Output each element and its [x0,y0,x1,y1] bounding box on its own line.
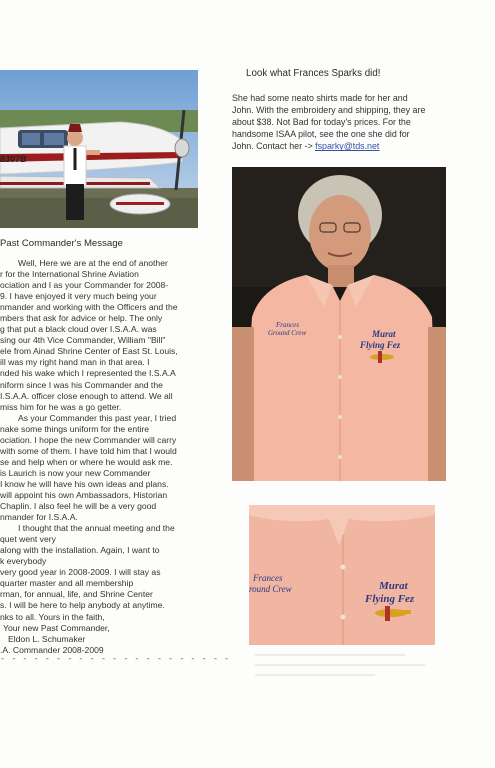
message-line: sing our 4th Vice Commander, William "Bill" [0,335,166,346]
paragraph-line: handsome ISAA pilot, see the one she did for [232,129,410,140]
message-title: Past Commander's Message [0,238,123,249]
woman-shirt-photo [232,167,446,481]
message-line: .A. Commander 2008-2009 [0,644,104,655]
message-line: s. I will be here to help anybody at anytime. [0,600,165,611]
embroidery-ground-crew: Ground Crew [268,329,307,337]
message-line: ociation. I hope the new Commander will carry [0,434,177,445]
message-line: very good year in 2008-2009. I will stay as [0,567,161,578]
embroidery-closeup-illustration [249,505,435,645]
message-line: ele from Ainad Shrine Center of East St. Louis, [0,346,178,357]
closeup-embroidery-ground-crew: round Crew [249,584,292,594]
message-line: g that put a black cloud over I.S.A.A. was [0,324,157,335]
message-line: k everybody [0,556,47,567]
paragraph-line-contact [232,140,490,152]
message-body [0,258,200,656]
message-line: niform since I was his Commander and the [0,379,163,390]
airplane-photo-illustration [0,70,198,228]
message-line: ociation and I as your Commander for 2008- [0,280,169,291]
closeup-embroidery-murat: Murat [379,580,408,592]
message-line: nmander and working with the Officers and the [0,302,178,313]
message-line: will appoint his own Ambassadors, Historian [0,489,168,500]
tail-number: 8307B [0,154,27,164]
message-line: quarter master and all membership [0,578,134,589]
message-line: Chaplin. I also feel he will be a very good [0,501,157,512]
embroidery-flying-fez: Flying Fez [360,340,401,350]
contact-email-link[interactable]: fsparky@tds.net [315,141,380,152]
faded-bleedthrough-text [245,646,445,686]
message-line: As your Commander this past year, I tried [18,412,177,423]
message-line: I.S.A.A. officer close enough to attend. We all [0,390,173,401]
woman-shirt-illustration [232,167,446,481]
message-line: I thought that the annual meeting and the [18,523,175,534]
message-line: nks to all. Yours in the faith, [0,611,105,622]
message-line: I know he will have his own ideas and plans. [0,478,169,489]
message-line: ill was my right hand man in that area. I [0,357,150,368]
paragraph-line: about $38. Not Bad for today's prices. For the [232,117,411,128]
article-heading: Look what Frances Sparks did! [246,68,381,79]
message-line: with some of them. I have told him that I would [0,445,177,456]
article-paragraph [232,92,490,152]
message-line: nmander for I.S.A.A. [0,512,78,523]
message-line: rman, for annual, life, and Shrine Center [0,589,153,600]
message-line: is Laurich is now your new Commander [0,467,151,478]
paragraph-line: She had some neato shirts made for her and [232,93,408,103]
message-line: miss him for he was a go getter. [0,401,122,412]
embroidery-closeup-photo [249,505,435,645]
message-line: Eldon L. Schumaker [8,633,86,644]
message-line: nake some things uniform for the entire [0,423,150,434]
message-line: Well, Here we are at the end of another [18,258,168,268]
message-line: nded his wake which I represented the I.S.A.A [0,368,176,379]
message-line: Your new Past Commander, [3,622,110,633]
closeup-embroidery-frances: Frances [253,573,283,583]
message-line: 9. I have enjoyed it very much being your [0,291,157,302]
embroidery-murat: Murat [372,329,396,339]
message-line: mbers that ask for advice or help. The only [0,313,163,324]
section-divider: - - - - - - - - - - - - - - - - - - - - - [0,654,230,664]
closeup-embroidery-flying-fez: Flying Fez [365,593,415,605]
message-line: quet went very [0,534,56,545]
message-line: r for the International Shrine Aviation [0,269,139,280]
contact-prompt: John. Contact her -> [232,141,316,152]
message-line: se and help when or where he would ask me. [0,456,173,467]
airplane-photo [0,70,198,228]
paragraph-line: John. With the embroidery and shipping, they are [232,105,426,116]
embroidery-frances: Frances [276,321,299,329]
message-line: along with the installation. Again, I want to [0,545,160,556]
